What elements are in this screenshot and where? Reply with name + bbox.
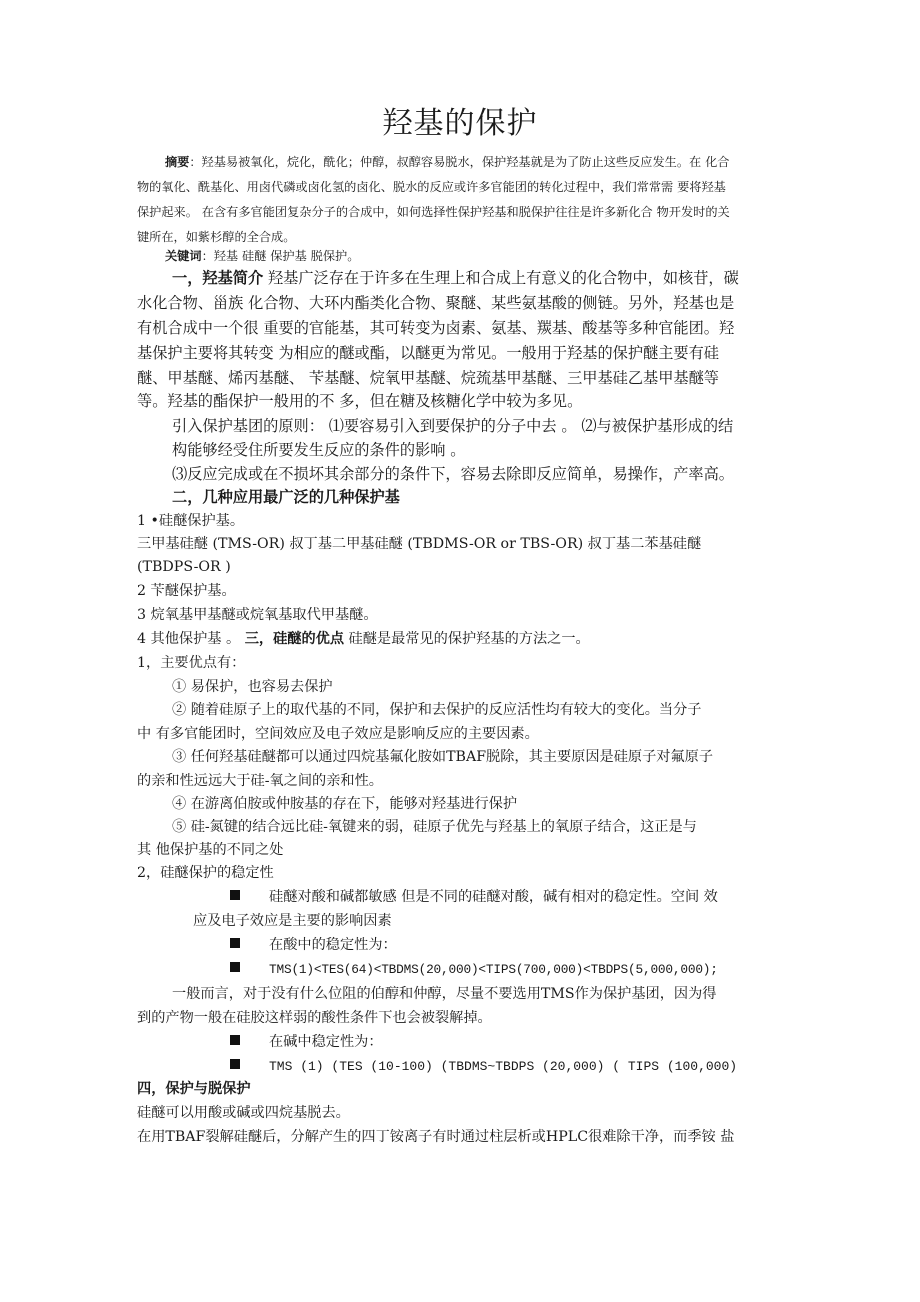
section-1-heading: 一，羟基简介 [172, 269, 264, 287]
stability-bullet-1: 硅醚对酸和碱都敏感 但是不同的硅醚对酸，碱有相对的稳定性。空间 效 [230, 885, 718, 909]
square-bullet-icon [230, 890, 240, 900]
section-3-heading: 三，硅醚的优点 [244, 631, 345, 647]
section-1-line-1: 一，羟基简介 羟基广泛存在于许多在生理上和合成上有意义的化合物中，如核苷，碳 [172, 269, 739, 287]
section-2-item-2: 三甲基硅醚 (TMS-OR) 叔丁基二甲基硅醚 (TBDMS-OR or TBS-OR) 叔丁基二苯基硅醚 [137, 536, 702, 552]
section-2-item-3: (TBDPS-OR ) [137, 559, 231, 575]
abstract-line-4: 键所在，如紫杉醇的全合成。 [137, 230, 296, 244]
section-1-line-3: 有机合成中一个很 重要的官能基，其可转变为卤素、氨基、羰基、酸基等多种官能团。羟 [137, 319, 735, 337]
section-1-line-6: 等。羟基的酯保护一般用的不 多，但在糖及核糖化学中较为多见。 [137, 392, 583, 410]
section-4-line-2: 在用TBAF裂解硅醚后，分解产生的四丁铵离子有时通过柱层析或HPLC很难除干净，而季铵 盐 [137, 1129, 735, 1145]
advantage-3: ③ 任何羟基硅醚都可以通过四烷基氟化胺如TBAF脱除，其主要原因是硅原子对氟原子 [172, 749, 714, 765]
abstract-label: 摘要 [165, 155, 190, 169]
principles-line-2: 构能够经受住所要发生反应的条件的影响 。 [172, 441, 466, 459]
section-2-item-1: 1 •硅醚保护基。 [137, 513, 245, 529]
base-stability-bullet-1: 在碱中稳定性为： [230, 1030, 383, 1054]
advantage-2-cont: 中 有多官能团时，空间效应及电子效应是影响反应的主要因素。 [137, 726, 539, 742]
abstract-line-2: 物的氧化、酰基化、用卤代磷或卤化氢的卤化、脱水的反应或许多官能团的转化过程中，我们常常需 要将羟基 [137, 180, 726, 194]
square-bullet-icon [230, 1035, 240, 1045]
section-3-sub-1: 1，主要优点有： [137, 655, 246, 671]
advantage-1: ① 易保护，也容易去保护 [172, 679, 333, 695]
square-bullet-icon [230, 1059, 240, 1069]
square-bullet-icon [230, 962, 240, 972]
base-stability-bullet-2: TMS (1) (TES (10-100) (TBDMS~TBDPS (20,000) ( TIPS (100,000) [230, 1054, 737, 1079]
section-1-line-5: 醚、甲基醚、烯丙基醚、 苄基醚、烷氧甲基醚、烷巯基甲基醚、三甲基硅乙基甲基醚等 [137, 369, 719, 387]
advantage-4: ④ 在游离伯胺或仲胺基的存在下，能够对羟基进行保护 [172, 796, 518, 812]
section-2-item-6: 4 其他保护基 。 三，硅醚的优点 硅醚是最常见的保护羟基的方法之一。 [137, 631, 590, 647]
stability-bullet-3: TMS(1)<TES(64)<TBDMS(20,000)<TIPS(700,000)<TBDPS(5,000,000); [230, 957, 718, 982]
advantage-3-cont: 的亲和性远远大于硅-氧之间的亲和性。 [137, 773, 383, 789]
principles-line-3: ⑶反应完成或在不损坏其余部分的条件下，容易去除即反应简单，易操作，产率高。 [172, 465, 734, 483]
section-1-line-4: 基保护主要将其转变 为相应的醚或酯，以醚更为常见。一般用于羟基的保护醚主要有硅 [137, 344, 719, 362]
principles-line-1: 引入保护基团的原则： ⑴要容易引入到要保护的分子中去 。 ⑵与被保护基形成的结 [172, 417, 734, 435]
document-title: 羟基的保护 [382, 106, 538, 142]
advantage-2: ② 随着硅原子上的取代基的不同，保护和去保护的反应活性均有较大的变化。当分子 [172, 702, 702, 718]
stability-bullet-2: 在酸中的稳定性为： [230, 933, 397, 957]
keywords: 关键词：羟基 硅醚 保护基 脱保护。 [165, 249, 360, 263]
advantage-5-cont: 其 他保护基的不同之处 [137, 842, 284, 858]
section-4-line-1: 硅醚可以用酸或碱或四烷基脱去。 [137, 1105, 350, 1121]
advantage-5: ⑤ 硅-氮键的结合远比硅-氧键来的弱，硅原子优先与羟基上的氧原子结合，这正是与 [172, 819, 697, 835]
section-1-line-2: 水化合物、甾族 化合物、大环内酯类化合物、聚醚、某些氨基酸的侧链。另外，羟基也是 [137, 294, 735, 312]
section-2-item-4: 2 苄醚保护基。 [137, 583, 236, 599]
section-4-heading: 四，保护与脱保护 [137, 1081, 251, 1097]
square-bullet-icon [230, 938, 240, 948]
section-3-sub-2: 2，硅醚保护的稳定性 [137, 865, 274, 881]
abstract-line-1: 摘要：羟基易被氧化，烷化，酰化；仲醇，叔醇容易脱水，保护羟基就是为了防止这些反应发生。在 化合 [165, 155, 730, 169]
abstract-line-3: 保护起来。 在含有多官能团复杂分子的合成中，如何选择性保护羟基和脱保护往往是许多新化合 物开发时的关 [137, 205, 730, 219]
keywords-label: 关键词 [165, 249, 202, 263]
section-3-intro: 硅醚是最常见的保护羟基的方法之一。 [344, 631, 590, 647]
stability-bullet-1-cont: 应及电子效应是主要的影响因素 [193, 913, 392, 929]
section-2-heading: 二，几种应用最广泛的几种保护基 [172, 488, 400, 506]
section-2-item-5: 3 烷氧基甲基醚或烷氧基取代甲基醚。 [137, 607, 378, 623]
general-line-1: 一般而言，对于没有什么位阻的伯醇和仲醇，尽量不要选用TMS作为保护基团，因为得 [172, 986, 717, 1002]
general-line-2: 到的产物一般在硅胶这样弱的酸性条件下也会被裂解掉。 [137, 1010, 492, 1026]
